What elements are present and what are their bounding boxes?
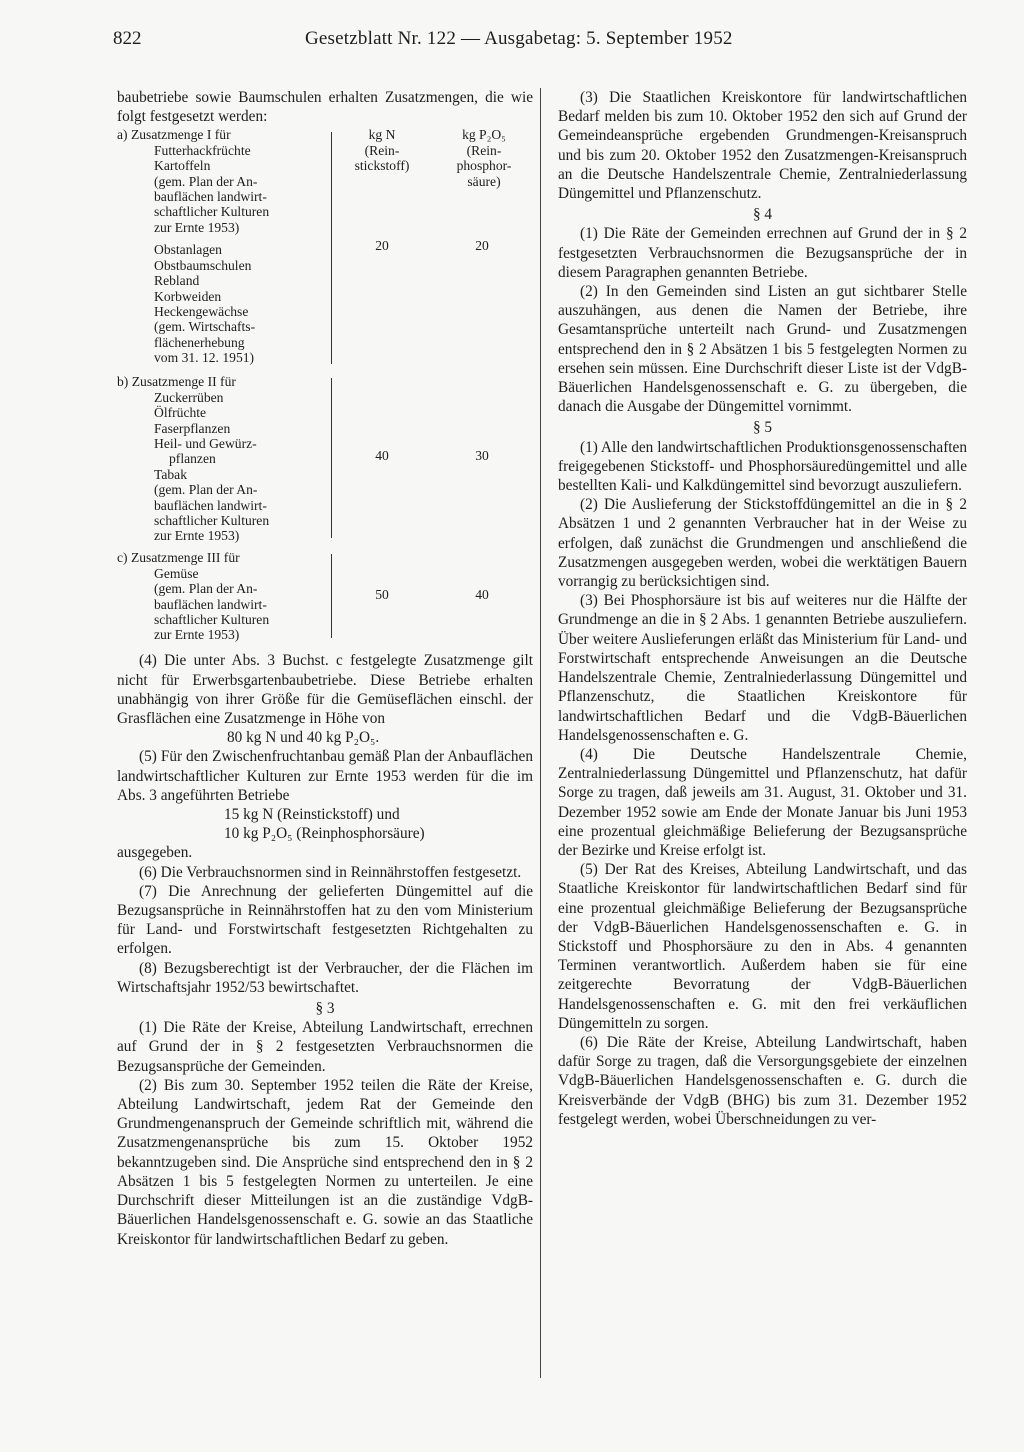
paragraph-5-formula-n: 15 kg N (Reinstickstoff) und bbox=[224, 806, 400, 824]
section-5-paragraph-5: (5) Der Rat des Kreises, Abteilung Landwirtschaft, und das Staatliche Kreiskontor für landwirtschaftlichen Bedarf sind für eine prozentual gleichmäßige Belieferung der Bezugsansprüche der VdgB-Bäuerlichen Handelsgenossenschaften e. G. in Stickstoff und Phosphorsäure zu den in Abs. 4 genannten Terminen verantwortlich. Außerdem haben sie für eine zeitgerechte Bevorratung der VdgB-Bäuerlichen Handelsgenossenschaften e. G. mit den frei verkäuflichen Düngemitteln zu sorgen. bbox=[558, 861, 967, 1032]
section-5-paragraph-2: (2) Die Auslieferung der Stickstoffdüngemittel an die in § 2 Absätzen 1 und 2 genannten Verbraucher hat in der Weise zu erfolgen, daß zunächst die Grundmengen und anschließend die Zusatzmengen ausgegeben werden, wobei die werktätigen Bauern vorrangig zu berücksichtigen sind. bbox=[558, 496, 967, 591]
c-p-value: 40 bbox=[475, 587, 489, 603]
intro-paragraph: baubetriebe sowie Baumschulen erhalten Zusatzmengen, die wie folgt festgesetzt werden: bbox=[117, 89, 533, 126]
paragraph-4-formula: 80 kg N und 40 kg P₂O₅. bbox=[227, 729, 380, 747]
section-5-paragraph-1: (1) Alle den landwirtschaftlichen Produktionsgenossenschaften freigegebenen Stickstoff- und Phosphorsäuredüngemittel und alle bestellten Kali- und Kalkdüngemittel sind bevorzugt auszuliefern. bbox=[558, 438, 967, 495]
section-3-paragraph-2: (2) Bis zum 30. September 1952 teilen die Räte der Kreise, Abteilung Landwirtschaft, jedem Rat der Gemeinde den Grundmengenanspruch der Gemeinde schriftlich mit, während die Zusatzmengenansprüche bis zum 15. Oktober 1952 bekanntzugeben sind. Die Ansprüche sind entsprechend den in § 2 Absätzen 1 bis 5 festgelegten Normen zu unterteilen. Je eine Durchschrift dieser Mitteilungen ist an die zuständige VdgB-Bäuerlichen Handelsgenossenschaft e. G. sowie an das Staatliche Kreiskontor für landwirtschaftlichen Bedarf zu geben. bbox=[117, 1076, 533, 1248]
paragraph-6: (6) Die Verbrauchsnormen sind in Reinnährstoffen festgesetzt. bbox=[139, 863, 522, 881]
section-3-paragraph-1: (1) Die Räte der Kreise, Abteilung Landwirtschaft, errechnen auf Grund der in § 2 festgesetzten Verbrauchsnormen die Bezugsansprüche der Gemeinden. bbox=[117, 1019, 533, 1075]
paragraph-5-end: ausgegeben. bbox=[117, 844, 193, 862]
section-5-paragraph-4: (4) Die Deutsche Handelszentrale Chemie, Zentralniederlassung Düngemittel und Pflanzenschutz, hat dafür Sorge zu tragen, daß jeweils am 31. August, 31. Oktober und 31. Dezember 1952 sowie am Ende der Monate Januar bis Juni 1953 eine prozentual gleichmäßige Belieferung der Bezugsansprüche der Bezirke und Kreise erfolgt ist. bbox=[558, 745, 967, 859]
brace-c bbox=[331, 554, 332, 638]
brace-b bbox=[331, 378, 332, 538]
section-5-heading: § 5 bbox=[752, 419, 773, 437]
row-b-label: b) Zusatzmenge II für Zuckerrüben Ölfrüchte Faserpflanzen Heil- und Gewürz- pflanzen Tabak (gem. Plan der An- bauflächen landwirt- schaftlicher Kulturen zur Ernte 1953) bbox=[117, 374, 270, 544]
a-p-value: 20 bbox=[475, 238, 489, 254]
page-header bbox=[0, 28, 1024, 58]
section-4-paragraph-1: (1) Die Räte der Gemeinden errechnen auf Grund der in § 2 festgesetzten Verbrauchsnormen die Bezugsansprüche der in diesem Paragraphen genannten Betriebe. bbox=[558, 225, 967, 281]
section-4-heading: § 4 bbox=[752, 206, 773, 224]
right-column bbox=[558, 88, 967, 1129]
section-4-paragraph-2: (2) In den Gemeinden sind Listen an gut sichtbarer Stelle auszuhängen, aus denen die Namen der Betriebe, ihre Gesamtansprüche unterteilt nach Grund- und Zusatzmengen entsprechend den in § 2 Absätzen 1 bis 5 festgelegten Normen zu ersehen sein müssen. Eine Durchschrift dieser Liste ist der VdgB-Bäuerlichen Handelsgenossenschaft e. G. zu übergeben, die danach die Ausgabe der Düngemittel vornimmt. bbox=[558, 283, 967, 416]
col-header-p: kg P₂O₅ (Rein- phosphor- säure) bbox=[456, 127, 512, 189]
paragraph-7: (7) Die Anrechnung der gelieferten Düngemittel auf die Bezugsansprüche in Reinnährstoffen hat zu den vom Ministerium für Land- und Forstwirtschaft festgesetzten Richtgehalten zu erfolgen. bbox=[117, 882, 533, 958]
header-title: Gesetzblatt Nr. 122 — Ausgabetag: 5. September 1952 bbox=[305, 28, 733, 49]
paragraph-5-formula-p: 10 kg P₂O₅ (Reinphosphorsäure) bbox=[224, 825, 425, 843]
paragraph-4: (4) Die unter Abs. 3 Buchst. c festgelegte Zusatzmenge gilt nicht für Erwerbsgartenbaubetriebe. Diese Betriebe erhalten unabhängig von ihrer Größe für die Gemüseflächen einschl. der Grasflächen eine Zusatzmenge in Höhe von bbox=[117, 652, 533, 728]
quantity-table bbox=[117, 126, 533, 651]
row-a2-label: Obstanlagen Obstbaumschulen Rebland Korbweiden Heckengewächse (gem. Wirtschafts- flächenerhebung vom 31. 12. 1951) bbox=[154, 242, 256, 366]
c-n-value: 50 bbox=[375, 587, 389, 603]
page-number: 822 bbox=[113, 28, 142, 49]
row-c-label: c) Zusatzmenge III für Gemüse (gem. Plan der An- bauflächen landwirt- schaftlicher Kulturen zur Ernte 1953) bbox=[117, 550, 270, 643]
b-p-value: 30 bbox=[475, 448, 489, 464]
column-divider bbox=[540, 88, 541, 1378]
a-n-value: 20 bbox=[375, 238, 389, 254]
paragraph-8: (8) Bezugsberechtigt ist der Verbraucher, der die Flächen im Wirtschaftsjahr 1952/53 bewirtschaftet. bbox=[117, 959, 533, 996]
section-3-heading: § 3 bbox=[315, 1000, 335, 1018]
col-header-n: kg N (Rein- stickstoff) bbox=[354, 127, 410, 174]
section-5-paragraph-6: (6) Die Räte der Kreise, Abteilung Landwirtschaft, haben dafür Sorge zu tragen, daß die Versorgungsgebiete der einzelnen VdgB-Bäuerlichen Handelsgenossenschaften e. G. durch die Kreisverbände der VdgB (BHG) bis zum 31. Dezember 1952 festgelegt werden, wobei Überschneidungen zu ver- bbox=[558, 1033, 967, 1128]
section-3-paragraph-3: (3) Die Staatlichen Kreiskontore für landwirtschaftlichen Bedarf melden bis zum 10. Oktober 1952 den sich auf Grund der Gemeindeansprüche ergebenden Grundmengen-Kreisanspruch und bis zum 20. Oktober 1952 den Zusatzmengen-Kreisanspruch an die Deutsche Handelszentrale Chemie, Zentralniederlassung Düngemittel und Pflanzenschutz. bbox=[558, 89, 967, 203]
row-a-label: a) Zusatzmenge I für Futterhackfrüchte Kartoffeln (gem. Plan der An- bauflächen landwirt- schaftlicher Kulturen zur Ernte 1953) bbox=[117, 127, 270, 235]
b-n-value: 40 bbox=[375, 448, 389, 464]
brace-a bbox=[331, 132, 332, 364]
paragraph-5: (5) Für den Zwischenfruchtanbau gemäß Plan der Anbauflächen landwirtschaftlicher Kulturen zur Ernte 1953 werden für die im Abs. 3 angeführten Betriebe bbox=[117, 748, 533, 804]
left-column bbox=[117, 88, 533, 1249]
section-5-paragraph-3: (3) Bei Phosphorsäure ist bis auf weiteres nur die Hälfte der Grundmenge an die in § 2 Abs. 1 genannten Betriebe auszuliefern. Über weitere Auslieferungen erläßt das Ministerium für Land- und Forstwirtschaft entsprechende Anweisungen an die Deutsche Handelszentrale Chemie, Zentralniederlassung Düngemittel und Pflanzenschutz, die Staatlichen Kreiskontore für landwirtschaftlichen Bedarf und die VdgB-Bäuerlichen Handelsgenossenschaften e. G. bbox=[558, 592, 967, 744]
